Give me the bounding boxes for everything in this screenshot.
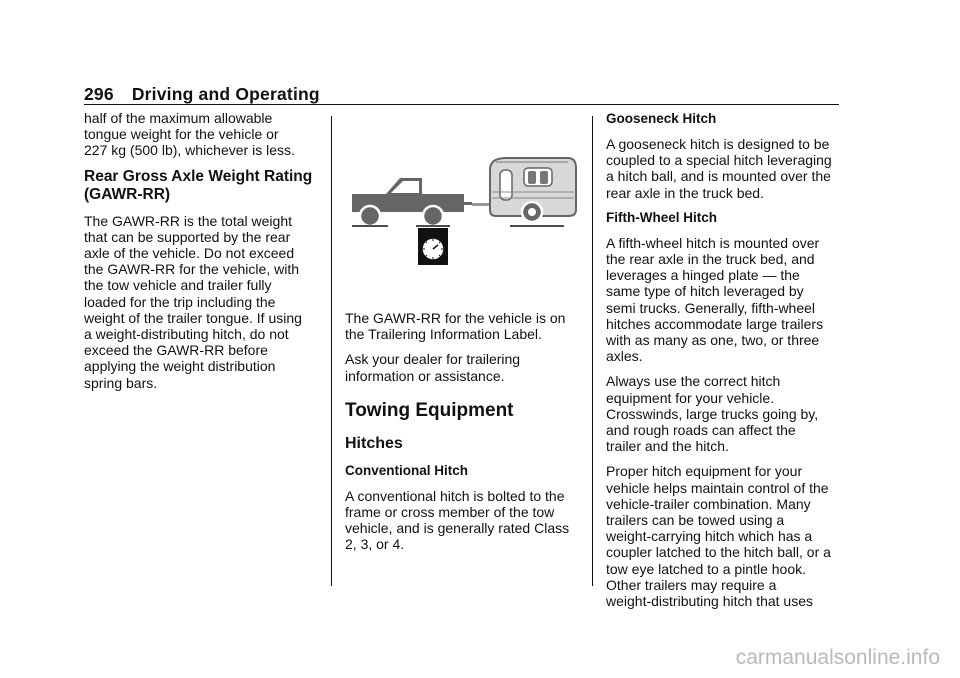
column-divider-2 [592,116,593,586]
gawr-rr-paragraph: The GAWR-RR is the total weight that can be supported by the rear axle of the vehicle. Do not exceed the GAWR-RR for the vehicle, with the tow vehicle and trailer fully loaded for the trip including the weight of the trailer tongue. If using a weight-distributing hitch, do not exceed the GAWR-RR before applying the weight distribution spring bars. [84,212,302,391]
gooseneck-hitch-paragraph: A gooseneck hitch is designed to be coupled to a special hitch leveraging a hitch ball, and is mounted over the rear axle in the truck bed. [606,136,832,201]
fifth-wheel-hitch-heading: Fifth-Wheel Hitch [606,209,717,225]
gawr-label-paragraph: The GAWR-RR for the vehicle is on the Trailering Information Label. [345,310,566,343]
page-number: 296 [84,84,114,104]
correct-hitch-paragraph: Always use the correct hitch equipment for your vehicle. Crosswinds, large trucks going by, and rough roads can affect the trailer and the hitch. [606,373,819,455]
proper-hitch-paragraph: Proper hitch equipment for your vehicle helps maintain control of the vehicle-trailer combination. Many trailers can be towed using a weight-carrying hitch which has a coupler latched to the hitch ball, or a tow eye latched to a pintle hook. Other trailers may require a weight-distributing hitch that uses [606,463,831,610]
chapter-title: Driving and Operating [131,84,320,104]
column-divider-1 [331,116,332,586]
watermark: carmanualsonline.info [735,646,940,669]
column-3 [606,111,846,618]
travel-trailer-icon [472,158,576,222]
scale-icon [418,228,448,265]
conventional-hitch-heading: Conventional Hitch [345,462,469,478]
column-2 [345,310,585,562]
towing-equipment-heading: Towing Equipment [345,399,514,421]
dealer-paragraph: Ask your dealer for trailering information or assistance. [345,351,521,384]
gooseneck-hitch-heading: Gooseneck Hitch [606,111,717,126]
hitches-heading: Hitches [345,434,403,452]
gawr-rr-heading: Rear Gross Axle Weight Rating (GAWR-RR) [84,167,313,204]
conventional-hitch-paragraph: A conventional hitch is bolted to the frame or cross member of the tow vehicle, and is generally rated Class 2, 3, or 4. [345,487,570,553]
intro-paragraph: half of the maximum allowable tongue weight for the vehicle or 227 kg (500 lb), whichever is less. [84,110,295,159]
fifth-wheel-hitch-paragraph: A fifth-wheel hitch is mounted over the rear axle in the truck bed, and leverages a hinged plate — the same type of hitch leveraged by semi trucks. Generally, fifth-wheel hitches accommodate large trailers with as many as one, two, or three axles. [606,234,824,365]
header-rule [84,104,839,105]
towing-scale-illustration [346,150,578,265]
column-1 [84,110,324,400]
pickup-truck-icon [352,178,472,226]
page-header [84,84,320,105]
